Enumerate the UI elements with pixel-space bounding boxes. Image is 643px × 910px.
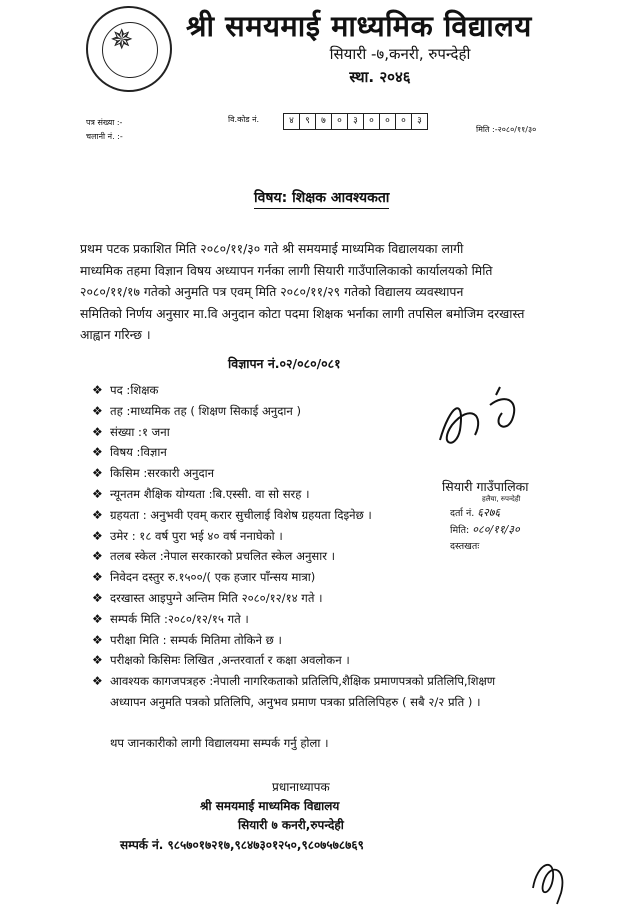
subject-heading: विषय: शिक्षक आवश्यकता: [254, 188, 389, 209]
handwritten-signature: [430, 385, 540, 460]
notice-number: विज्ञापन नं.०२/०८०/०८१: [228, 356, 341, 371]
diamond-bullet-icon: ❖: [92, 570, 103, 585]
item-text: आवश्यक कागजपत्रहरु :नेपाली नागरिकताको प्रतिलिपि,शैक्षिक प्रमाणपत्रको प्रतिलिपि,शिक्षण: [110, 674, 496, 689]
school-address: सियारी -७,कनरी, रुपन्देही: [329, 45, 471, 63]
signer-role: प्रधानाध्यापक: [272, 780, 330, 794]
signer-label: दस्तखतः: [450, 541, 480, 552]
item-text: तह :माध्यमिक तह ( शिक्षण सिकाई अनुदान ): [110, 403, 302, 418]
intro-paragraph: [80, 238, 580, 346]
code-digit: ०: [396, 114, 412, 129]
footer-address: सियारी ७ कनरी,रुपन्देही: [238, 818, 344, 832]
stamp-signer-row: [450, 538, 592, 555]
intro-line: माध्यमिक तहमा विज्ञान विषय अध्यापन गर्नका लागी सियारी गाउँपालिकाको कार्यालयको मिति: [80, 262, 493, 278]
item-text: तलब स्केल :नेपाल सरकारको प्रचलित स्केल अनुसार ।: [110, 549, 336, 564]
item-text: न्यूनतम शैक्षिक योग्यता :बि.एस्सी. वा सो सरह ।: [110, 486, 310, 501]
school-seal: [86, 6, 172, 92]
item-text: उमेर : १८ वर्ष पुरा भई ४० वर्ष ननाघेको ।: [110, 528, 283, 543]
school-name: श्री समयमाई माध्यमिक विद्यालय: [186, 9, 532, 43]
diamond-bullet-icon: ❖: [92, 486, 103, 501]
item-text: ग्रहयता : अनुभवी एवम् करार सुचीलाई विशेष ग्रहयता दिइनेछ ।: [110, 507, 372, 522]
item-text: परीक्षको किसिमः लिखित ,अन्तरवार्ता र कक्षा अवलोकन ।: [110, 653, 350, 668]
item-text: सम्पर्क मिति :२०८०/१२/१५ गते ।: [110, 611, 249, 626]
intro-line: प्रथम पटक प्रकाशित मिति २०८०/११/३० गते श्री समयमाई माध्यमिक विद्यालयका लागी: [80, 241, 464, 256]
footer-school-name: श्री समयमाई माध्यमिक विद्यालय: [200, 799, 340, 813]
diamond-bullet-icon: ❖: [92, 549, 103, 564]
diamond-bullet-icon: ❖: [92, 507, 103, 522]
code-digit: ०: [364, 114, 380, 129]
municipality-stamp: [442, 478, 592, 555]
list-item: [92, 671, 592, 692]
reference-block: [86, 116, 123, 144]
diamond-bullet-icon: ❖: [92, 403, 103, 418]
diamond-bullet-icon: ❖: [92, 383, 103, 397]
diamond-bullet-icon: ❖: [92, 590, 103, 605]
list-item: [92, 650, 592, 671]
item-text: दरखास्त आइपुग्ने अन्तिम मिति २०८०/१२/१४ गते ।: [110, 590, 323, 605]
list-item: [92, 630, 592, 651]
footer-contact: सम्पर्क नं. ९८५७०१७२१७,९८४७३०१२५०,९८०७५७८७६९: [120, 838, 364, 852]
code-digit: ४: [284, 114, 300, 129]
stamp-subtitle: हलैया, रुपन्देही: [482, 495, 521, 503]
list-item: [92, 609, 592, 630]
diamond-bullet-icon: ❖: [92, 674, 103, 689]
diamond-bullet-icon: ❖: [92, 528, 103, 543]
stamp-date-value: ०८०/११/३०: [472, 523, 520, 536]
patra-sankhya-label: पत्र संख्या :-: [86, 118, 123, 127]
diamond-bullet-icon: ❖: [92, 466, 103, 481]
code-digit: ३: [417, 116, 422, 126]
chalani-label: चलानी नं. :-: [86, 132, 123, 141]
item-text: पद :शिक्षक: [110, 383, 159, 397]
list-item: [92, 567, 592, 588]
stamp-date-row: [450, 521, 592, 538]
item-text: परीक्षा मिति : सम्पर्क मितिमा तोकिने छ ।: [110, 632, 282, 647]
code-digit: ०: [380, 114, 396, 129]
school-code-label: वि.कोड नं.: [228, 115, 260, 124]
school-established: स्था. २०४६: [349, 68, 411, 86]
code-digit: ९: [300, 114, 316, 129]
code-digit: ३: [348, 114, 364, 129]
diamond-bullet-icon: ❖: [92, 445, 103, 460]
item-text: निवेदन दस्तुर रु.१५००/( एक हजार पाँन्सय मात्रा): [110, 570, 316, 585]
list-item: [92, 588, 592, 609]
darta-value: ६२७६: [477, 506, 501, 519]
seal-emblem-icon: ✵: [110, 23, 134, 56]
letter-date: मिति :-२०८०/११/३०: [476, 125, 537, 134]
intro-line: २०८०/११/१७ गतेको अनुमति पत्र एवम् मिति २०८०/११/२९ गतेको विद्यालय व्यवस्थापन: [80, 284, 464, 299]
diamond-bullet-icon: ❖: [92, 611, 103, 626]
code-digit: ०: [332, 114, 348, 129]
intro-line: समितिको निर्णय अनुसार मा.वि अनुदान कोटा पदमा शिक्षक भर्नाका लागी तपसिल बमोजिम दरखास्त: [80, 305, 525, 321]
bottom-signature: [525, 848, 575, 906]
extra-info-line: थप जानकारीको लागी विद्यालयमा सम्पर्क गर्नु होला ।: [110, 736, 329, 750]
diamond-bullet-icon: ❖: [92, 424, 103, 439]
stamp-title: सियारी गाउँपालिका: [442, 479, 529, 494]
diamond-bullet-icon: ❖: [92, 653, 103, 668]
item-text: विषय :विज्ञान: [110, 445, 167, 460]
code-digit: ७: [316, 114, 332, 129]
darta-label: दर्ता नं.: [450, 508, 475, 519]
stamp-darta-row: [450, 504, 592, 521]
school-code-boxes: [283, 113, 428, 130]
intro-line: आह्वान गरिन्छ ।: [80, 327, 151, 342]
item-text: संख्या :१ जना: [110, 424, 170, 439]
diamond-bullet-icon: ❖: [92, 632, 103, 647]
item-text: किसिम :सरकारी अनुदान: [110, 466, 215, 481]
stamp-date-label: मिति:: [450, 525, 470, 536]
item-continuation: अध्यापन अनुमति पत्रको प्रतिलिपि, अनुभव प्रमाण पत्रका प्रतिलिपिहरु ( सबै २/२ प्रति ) ।: [110, 694, 481, 709]
